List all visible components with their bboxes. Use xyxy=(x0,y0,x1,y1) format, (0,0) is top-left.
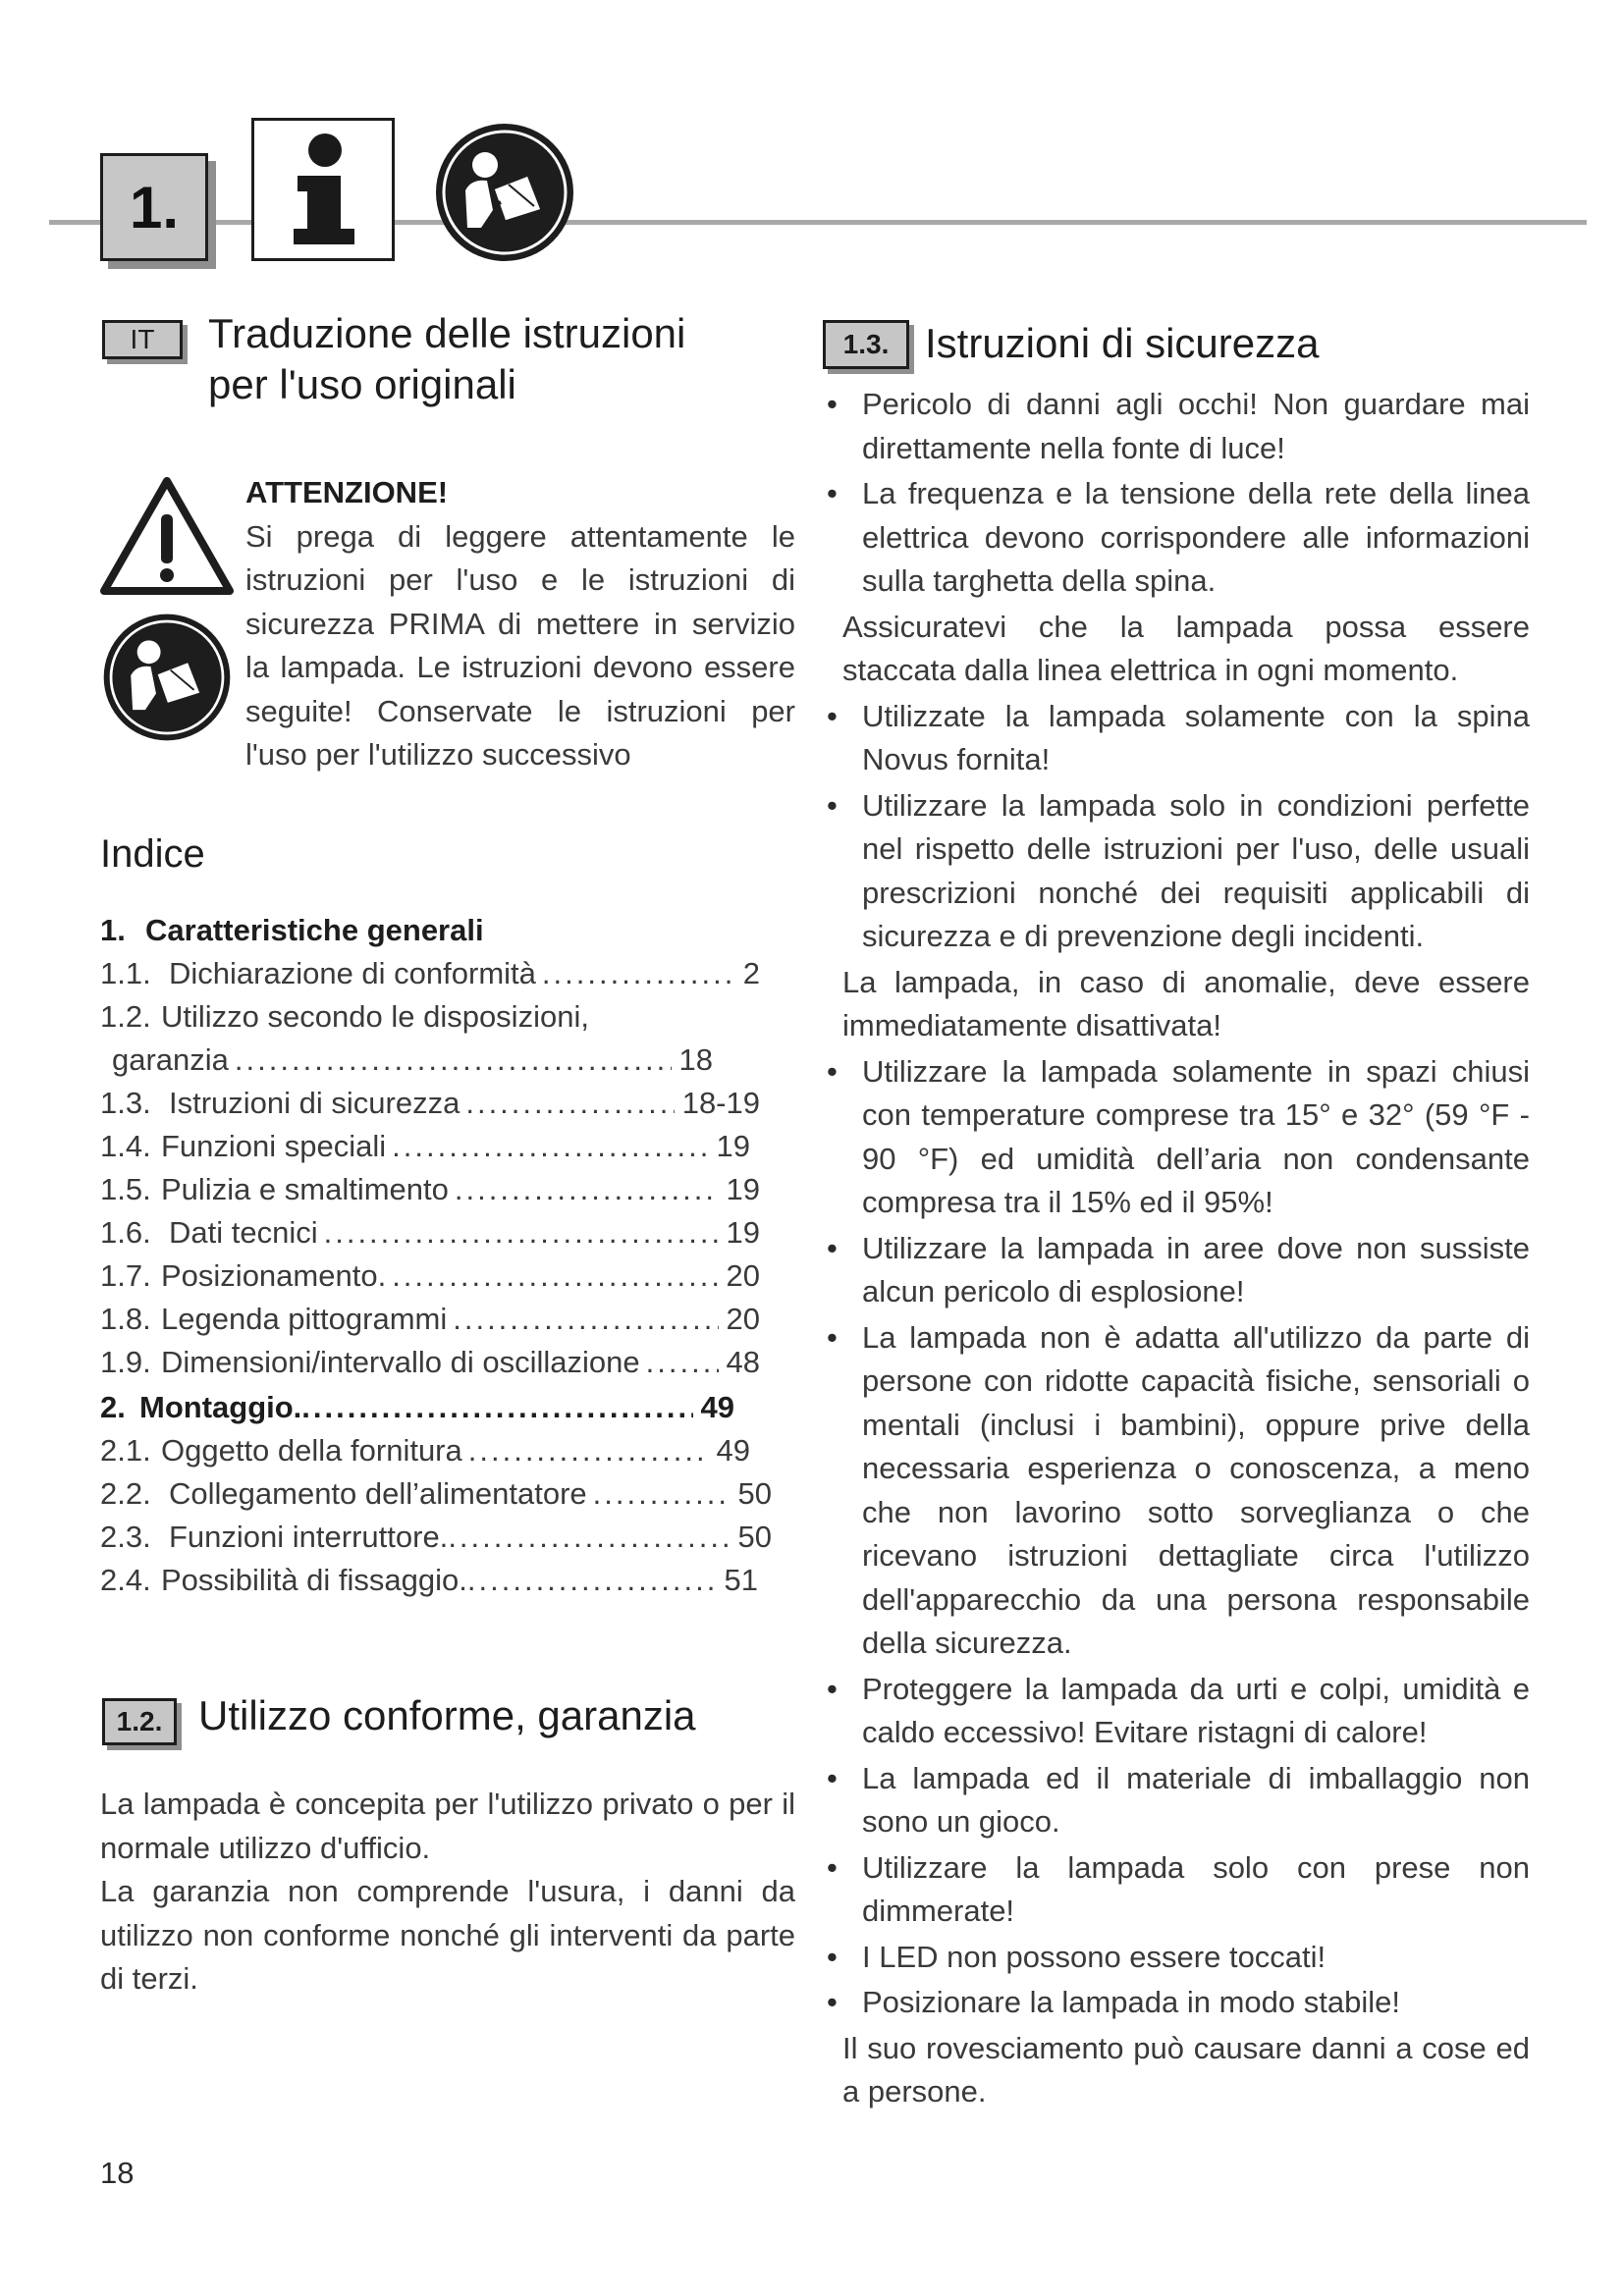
chapter-number: 1. xyxy=(129,174,180,240)
list-item: • Utilizzate la lampada solamente con la spina Novus fornita! xyxy=(823,695,1530,782)
toc-leader xyxy=(646,1341,719,1384)
language-tag-label: IT xyxy=(130,324,155,354)
toc-page: 50 xyxy=(737,1476,772,1511)
toc-item-2-3[interactable] xyxy=(100,1516,772,1559)
toc-title: Posizionamento. xyxy=(161,1258,387,1293)
toc-number: 1.8. xyxy=(100,1302,151,1336)
toc-page: 19 xyxy=(726,1172,760,1206)
list-item: • La frequenza e la tensione della rete della linea elettrica devono corrispondere alle informazioni sulla targhetta della spina. xyxy=(823,472,1530,604)
list-item: • La lampada ed il materiale di imballaggio non sono un gioco. xyxy=(823,1757,1530,1844)
page-title-line2: per l'uso originali xyxy=(208,361,516,407)
toc-title: Caratteristiche generali xyxy=(145,913,484,947)
read-manual-icon xyxy=(432,120,577,265)
toc-number: 1.4. xyxy=(100,1129,151,1163)
warning-block xyxy=(245,471,795,777)
toc-leader xyxy=(542,952,735,995)
toc-page: 20 xyxy=(726,1258,760,1293)
toc-number: 2.2. xyxy=(100,1476,151,1511)
info-icon-box xyxy=(251,118,395,261)
toc-page: 49 xyxy=(716,1433,750,1468)
toc-heading: Indice xyxy=(100,832,205,876)
toc-title: Collegamento dell’alimentatore xyxy=(169,1476,587,1511)
toc-page: 49 xyxy=(700,1390,734,1424)
toc-number: 2.1. xyxy=(100,1433,151,1468)
toc-page: 20 xyxy=(726,1302,760,1336)
toc-title: Istruzioni di sicurezza xyxy=(169,1086,460,1120)
toc-item-1[interactable] xyxy=(100,909,778,952)
toc-leader xyxy=(455,1168,719,1211)
toc-number: 1.6. xyxy=(100,1215,151,1250)
toc-number: 1.5. xyxy=(100,1172,151,1206)
toc-number: 1.1. xyxy=(100,956,151,990)
toc-leader xyxy=(392,1255,718,1298)
toc-page: 48 xyxy=(726,1345,760,1379)
section-1-2-tag xyxy=(102,1698,177,1745)
toc-number: 1.2. xyxy=(100,999,151,1034)
toc-page: 51 xyxy=(724,1563,758,1597)
toc-title: Utilizzo secondo le disposizioni, xyxy=(161,999,589,1034)
list-item: Il suo rovesciamento può causare danni a cose ed a persone. xyxy=(842,2030,1530,2109)
toc-item-1-5[interactable] xyxy=(100,1168,760,1211)
toc-leader xyxy=(392,1125,708,1168)
list-item: • La lampada non è adatta all'utilizzo da parte di persone con ridotte capacità fisiche, sensoriali o mentali (inclusi i bambini), oppure prive della necessaria esperienza o conoscenza, a meno che non lavorino sotto sorveglianza o che ricevano istruzioni dettagliate circa l'utilizzo dell'apparecchio da una persona responsabile della sicurezza. xyxy=(823,1316,1530,1666)
section-1-2-body xyxy=(100,1783,795,2002)
list-item: • I LED non possono essere toccati! xyxy=(823,1936,1530,1980)
list-item: Assicuratevi che la lampada possa essere staccata dalla linea elettrica in ogni momento. xyxy=(842,609,1530,687)
toc-item-1-6[interactable] xyxy=(100,1211,760,1255)
toc-title: Legenda pittogrammi xyxy=(161,1302,448,1336)
toc-title: garanzia xyxy=(112,1042,229,1077)
toc-item-1-1[interactable] xyxy=(100,952,760,995)
toc-title: Dati tecnici xyxy=(169,1215,318,1250)
section-1-2-tag-label: 1.2. xyxy=(116,1706,163,1736)
toc-page: 2 xyxy=(742,956,760,990)
toc-number: 2. xyxy=(100,1390,126,1424)
warning-triangle-icon xyxy=(100,477,234,597)
safety-instructions-list xyxy=(823,383,1530,2116)
chapter-number-box xyxy=(100,153,208,261)
section-1-2-title: Utilizzo conforme, garanzia xyxy=(198,1692,696,1738)
toc-item-1-4[interactable] xyxy=(100,1125,750,1168)
toc-item-1-2-cont[interactable] xyxy=(112,1039,713,1082)
toc-title: Dichiarazione di conformità xyxy=(169,956,536,990)
list-item: • Posizionare la lampada in modo stabile! xyxy=(823,1981,1530,2025)
list-item: • Pericolo di danni agli occhi! Non guardare mai direttamente nella fonte di luce! xyxy=(823,383,1530,470)
toc-title: Oggetto della fornitura xyxy=(161,1433,462,1468)
toc-item-2-1[interactable] xyxy=(100,1429,750,1472)
info-icon xyxy=(254,121,392,258)
toc-page: 18-19 xyxy=(681,1086,760,1120)
toc-item-1-8[interactable] xyxy=(100,1298,760,1341)
toc-leader xyxy=(301,1386,692,1429)
toc-leader xyxy=(465,1082,674,1125)
toc-item-1-7[interactable] xyxy=(100,1255,760,1298)
warning-title: ATTENZIONE! xyxy=(245,475,449,509)
page-number: 18 xyxy=(100,2156,135,2190)
toc-page: 50 xyxy=(737,1520,772,1554)
section-1-3-tag-label: 1.3. xyxy=(842,329,890,359)
toc-page: 18 xyxy=(678,1042,713,1077)
toc-page: 19 xyxy=(716,1129,750,1163)
toc-leader xyxy=(593,1472,731,1516)
toc-leader xyxy=(453,1298,718,1341)
page-title-line1: Traduzione delle istruzioni xyxy=(208,310,686,356)
toc-number: 2.3. xyxy=(100,1520,151,1554)
toc-number: 1.7. xyxy=(100,1258,151,1293)
toc-leader xyxy=(448,1516,730,1559)
toc-title: Dimensioni/intervallo di oscillazione xyxy=(161,1345,640,1379)
warning-text: Si prega di leggere attentamente le istruzioni per l'uso e le istruzioni di sicurezza PRIMA di mettere in servizio la lampada. Le istruzioni devono essere seguite! Conservate le istruzioni per l'uso per l'utilizzo successivo xyxy=(245,518,795,772)
toc-page: 19 xyxy=(726,1215,760,1250)
section-1-3-title: Istruzioni di sicurezza xyxy=(925,320,1320,366)
read-manual-icon xyxy=(100,611,234,744)
toc-item-2[interactable] xyxy=(100,1386,734,1429)
toc-title: Montaggio. xyxy=(139,1390,302,1424)
toc-item-2-4[interactable] xyxy=(100,1559,758,1602)
toc-item-1-9[interactable] xyxy=(100,1341,760,1384)
list-item: • Proteggere la lampada da urti e colpi, umidità e caldo eccessivo! Evitare ristagni di calore! xyxy=(823,1668,1530,1755)
list-item: La lampada, in caso di anomalie, deve essere immediatamente disattivata! xyxy=(842,964,1530,1042)
section-1-2-paragraph-2: La garanzia non comprende l'usura, i danni da utilizzo non conforme nonché gli interventi da parte di terzi. xyxy=(100,1874,795,1996)
toc-leader xyxy=(467,1559,717,1602)
list-item: • Utilizzare la lampada solo con prese non dimmerate! xyxy=(823,1846,1530,1934)
language-tag xyxy=(102,320,183,359)
list-item: • Utilizzare la lampada in aree dove non sussiste alcun pericolo di esplosione! xyxy=(823,1227,1530,1314)
toc-item-1-3[interactable] xyxy=(100,1082,760,1125)
toc-title: Funzioni speciali xyxy=(161,1129,387,1163)
toc-item-2-2[interactable] xyxy=(100,1472,772,1516)
list-item: • Utilizzare la lampada solamente in spazi chiusi con temperature comprese tra 15° e 32° (59 °F - 90 °F) ed umidità dell’aria non condensante compresa tra il 15% ed il 95%! xyxy=(823,1050,1530,1225)
toc-number: 1. xyxy=(100,913,126,947)
toc-number: 2.4. xyxy=(100,1563,151,1597)
toc-item-1-2[interactable] xyxy=(100,995,778,1039)
section-1-2-paragraph-1: La lampada è concepita per l'utilizzo privato o per il normale utilizzo d'ufficio. xyxy=(100,1787,795,1865)
toc-leader xyxy=(235,1039,672,1082)
toc-leader xyxy=(468,1429,709,1472)
list-item: • Utilizzare la lampada solo in condizioni perfette nel rispetto delle istruzioni per l'uso, delle usuali prescrizioni nonché dei requisiti applicabili di sicurezza e di prevenzione degli incidenti. xyxy=(823,784,1530,959)
toc-number: 1.3. xyxy=(100,1086,151,1120)
toc-number: 1.9. xyxy=(100,1345,151,1379)
section-1-3-tag xyxy=(823,320,909,369)
toc-title: Pulizia e smaltimento xyxy=(161,1172,449,1206)
toc-leader xyxy=(324,1211,719,1255)
page-title xyxy=(208,308,817,410)
toc-title: Funzioni interruttore. xyxy=(169,1520,449,1554)
toc-title: Possibilità di fissaggio. xyxy=(161,1563,467,1597)
